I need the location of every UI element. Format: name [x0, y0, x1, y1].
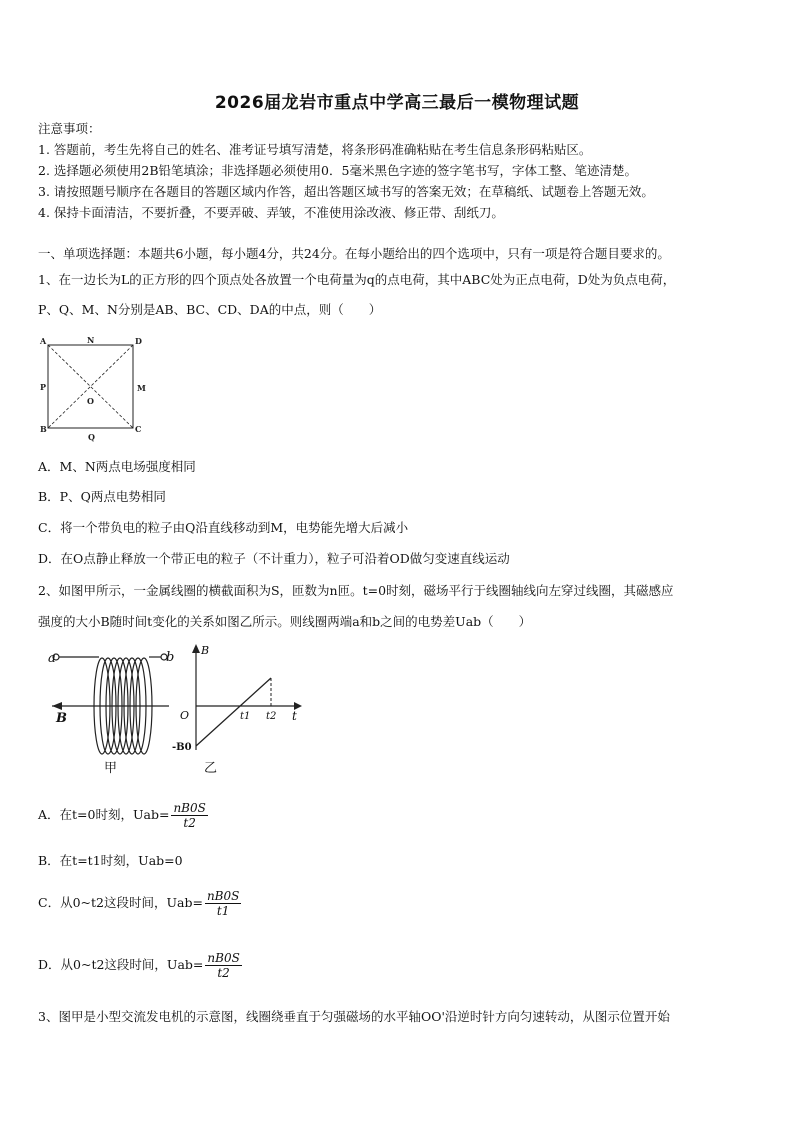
fraction: [205, 889, 241, 918]
option-text: A．在t=0时刻，Uab=: [38, 807, 170, 822]
numerator: nB0S: [206, 889, 240, 903]
q1-square-figure: [36, 334, 151, 444]
label-b: b: [166, 650, 174, 665]
option-text: C．从0~t2这段时间，Uab=: [38, 895, 203, 910]
numerator: nB0S: [173, 801, 206, 815]
q1-stem-line1: 1、在一边长为L的正方形的四个顶点处各放置一个电荷量为q的点电荷，其中ABC处为正点电荷，D处为负点电荷，: [38, 272, 676, 287]
q1-stem-line2: P、Q、M、N分别是AB、BC、CD、DA的中点，则（ ）: [38, 302, 382, 317]
label-C: C: [135, 424, 142, 434]
q1-option-c: C．将一个带负电的粒子由Q沿直线移动到M，电势能先增大后减小: [38, 520, 409, 535]
label-B-field: B: [56, 711, 67, 726]
q1-option-d: D．在O点静止释放一个带正电的粒子（不计重力），粒子可沿着OD做匀变速直线运动: [38, 551, 510, 566]
q2-stem-line2: 强度的大小B随时间t变化的关系如图乙所示。则线圈两端a和b之间的电势差Uab（ ）: [38, 614, 532, 629]
notice-item: 4. 保持卡面清洁，不要折叠，不要弄破、弄皱，不准使用涂改液、修正带、刮纸刀。: [38, 205, 504, 220]
fraction: [171, 801, 207, 830]
b-t-line: [196, 678, 271, 746]
label-t1: t1: [240, 711, 251, 722]
label-axis-t: t: [292, 709, 297, 723]
label-O: O: [87, 396, 94, 406]
label-A: A: [40, 336, 47, 346]
q2-bt-graph: [170, 640, 310, 778]
label-M: M: [137, 383, 146, 393]
q2-option-d: [38, 948, 242, 982]
q2-option-a: [38, 798, 208, 832]
q1-option-a: A．M、N两点电场强度相同: [38, 459, 196, 474]
label-jia: 甲: [104, 761, 118, 776]
label-D: D: [135, 336, 142, 346]
b-axis-arrow-icon: [192, 644, 200, 653]
field-arrow-icon: [52, 702, 62, 710]
label-origin: O: [180, 709, 190, 722]
q2-coil-figure: [44, 642, 174, 776]
label-t2: t2: [266, 711, 277, 722]
q1-option-b: B．P、Q两点电势相同: [38, 489, 166, 504]
notice-item: 2. 选择题必须使用2B铅笔填涂；非选择题必须使用0．5毫米黑色字迹的签字笔书写，字体工整、笔迹清楚。: [38, 163, 637, 178]
denominator: t2: [183, 816, 196, 830]
label-a: a: [48, 651, 56, 666]
label-N: N: [87, 335, 95, 345]
fraction: [205, 951, 241, 980]
label-neg-B0: -B0: [172, 742, 192, 753]
page-title: 2026届龙岩市重点中学高三最后一模物理试题: [214, 93, 580, 113]
notice-item: 3. 请按照题号顺序在各题目的答题区域内作答，超出答题区域书写的答案无效；在草稿纸、试题卷上答题无效。: [38, 184, 654, 199]
label-B: B: [40, 424, 47, 434]
q3-stem-line1: 3、图甲是小型交流发电机的示意图，线圈绕垂直于匀强磁场的水平轴OO'沿逆时针方向匀速转动，从图示位置开始: [38, 1009, 670, 1024]
denominator: t1: [216, 904, 230, 918]
numerator: nB0S: [207, 951, 240, 965]
label-axis-B: B: [201, 644, 210, 657]
section-heading: 一、单项选择题：本题共6小题，每小题4分，共24分。在每小题给出的四个选项中，只有一项是符合题目要求的。: [38, 246, 670, 261]
notice-item: 1. 答题前，考生先将自己的姓名、准考证号填写清楚，将条形码准确粘贴在考生信息条形码粘贴区。: [38, 142, 592, 157]
notice-heading: 注意事项：: [38, 121, 101, 136]
q2-option-c: [38, 886, 241, 920]
label-Q: Q: [88, 432, 95, 442]
label-P: P: [40, 382, 47, 392]
q2-stem-line1: 2、如图甲所示，一金属线圈的横截面积为S，匝数为n匝。t=0时刻，磁场平行于线圈轴线向左穿过线圈，其磁感应: [38, 583, 674, 598]
q2-option-b: B．在t=t1时刻，Uab=0: [38, 853, 183, 868]
denominator: t2: [217, 966, 230, 980]
label-yi: 乙: [204, 761, 218, 776]
option-text: D．从0~t2这段时间，Uab=: [38, 957, 204, 972]
